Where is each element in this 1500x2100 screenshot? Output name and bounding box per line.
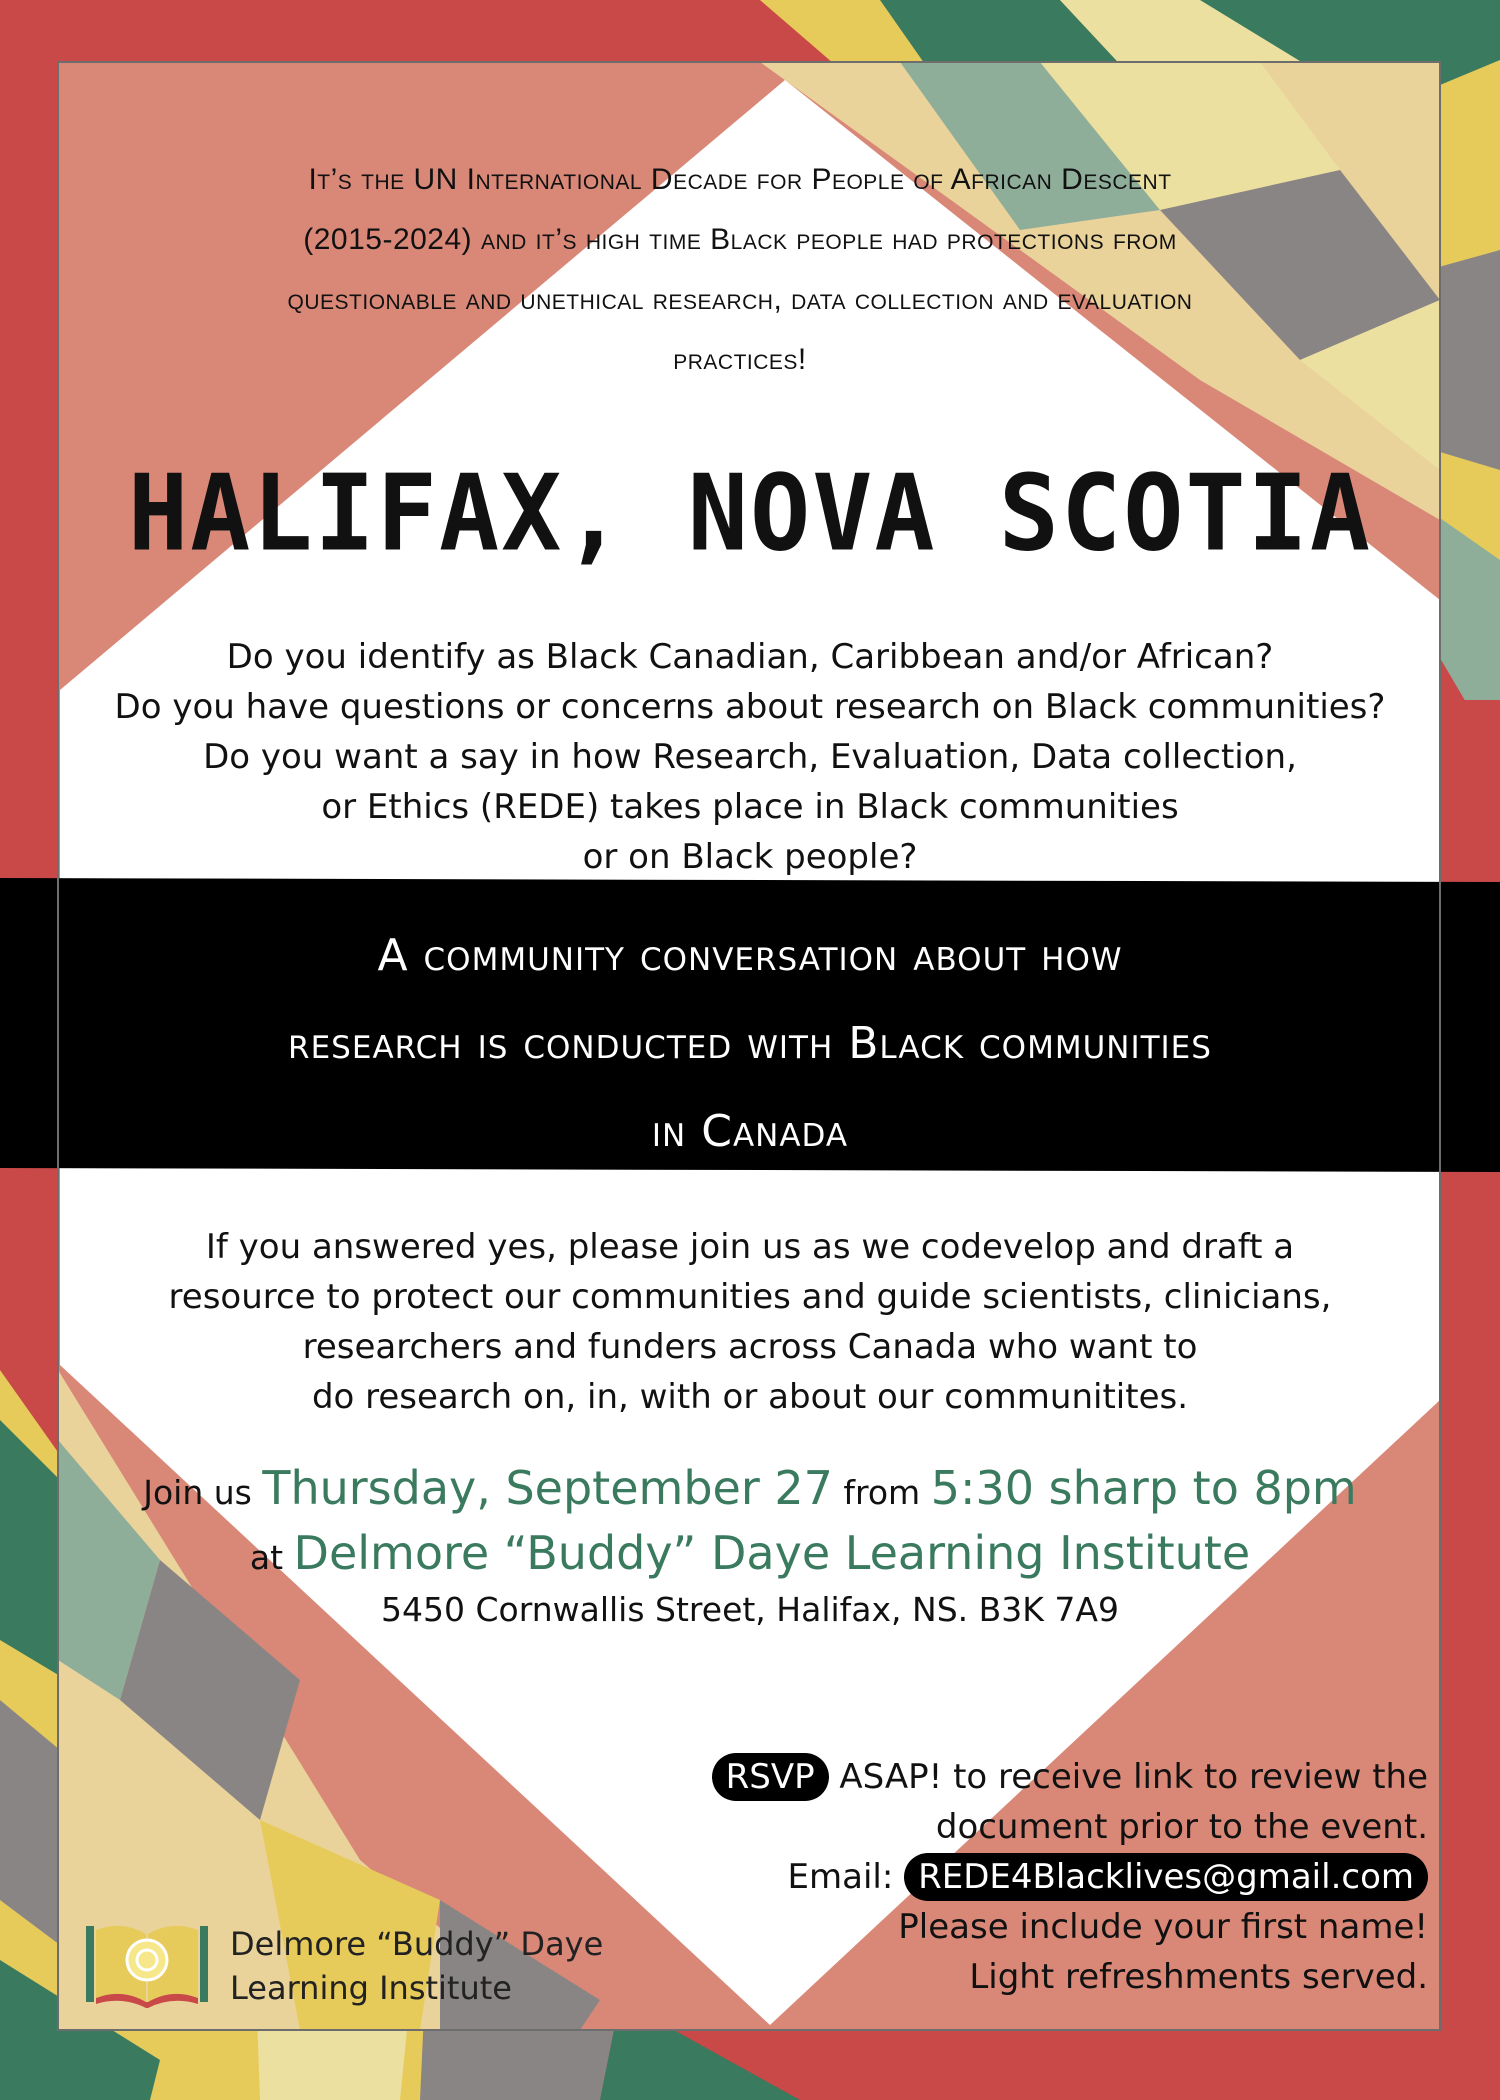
logo-name-line1: Delmore “Buddy” Daye [230,1925,604,1963]
banner-headline [0,912,1500,1176]
invite-line: researchers and funders across Canada who want to [302,1327,1198,1367]
intro-line: questionable and unethical research, data collection and evaluation [287,283,1193,316]
rsvp-line2: document prior to the event. [935,1807,1428,1847]
event-details [0,1458,1500,1632]
event-date: Thursday, September 27 [262,1461,833,1515]
from-word: from [843,1473,921,1512]
intro-heading [80,150,1400,390]
question-line: Do you have questions or concerns about research on Black communities? [114,687,1386,727]
institute-logo [82,1916,642,2016]
question-line: or Ethics (REDE) takes place in Black communities [321,787,1179,827]
banner-line: research is conducted with Black communities [288,1018,1212,1069]
rsvp-line [528,1752,1428,1802]
invite-line: do research on, in, with or about our communitites. [311,1377,1189,1417]
question-line: Do you want a say in how Research, Evaluation, Data collection, [203,737,1297,777]
email-link[interactable]: REDE4Blacklives@gmail.com [904,1853,1428,1901]
event-venue: Delmore “Buddy” Daye Learning Institute [293,1526,1251,1580]
logo-name-line2: Learning Institute [230,1969,512,2007]
event-date-line [0,1458,1500,1523]
intro-line: It’s the UN International Decade for People of African Descent [308,163,1172,196]
location-title: HALIFAX, NOVA SCOTIA [127,452,1373,575]
email-label: Email: [787,1857,894,1897]
intro-line: practices! [673,343,807,376]
banner-line: A community conversation about how [377,930,1123,981]
book-sun-logo-icon [82,1916,212,2012]
event-address: 5450 Cornwallis Street, Halifax, NS. B3K 7A9 [381,1590,1119,1629]
logo-text [230,1922,603,2010]
invite-line: resource to protect our communities and guide scientists, clinicians, [168,1277,1332,1317]
at-word: at [249,1538,284,1577]
question-line: or on Black people? [582,837,918,877]
rsvp-line1-text: ASAP! to receive link to review the [839,1757,1428,1797]
email-line [528,1852,1428,1902]
invite-block [0,1222,1500,1422]
question-line: Do you identify as Black Canadian, Caribbean and/or African? [226,637,1274,677]
intro-line: (2015-2024) and it’s high time Black people had protections from [303,223,1177,256]
rsvp-block [528,1752,1428,2002]
event-time: 5:30 sharp to 8pm [930,1461,1357,1515]
invite-line: If you answered yes, please join us as we codevelop and draft a [205,1227,1295,1267]
banner-line: in Canada [651,1106,849,1157]
event-venue-line [0,1523,1500,1588]
rsvp-line4: Please include your first name! [898,1907,1428,1947]
join-prefix: Join us [143,1473,252,1512]
questions-block [0,632,1500,882]
rsvp-badge: RSVP [712,1753,829,1801]
rsvp-line5: Light refreshments served. [969,1957,1428,1997]
